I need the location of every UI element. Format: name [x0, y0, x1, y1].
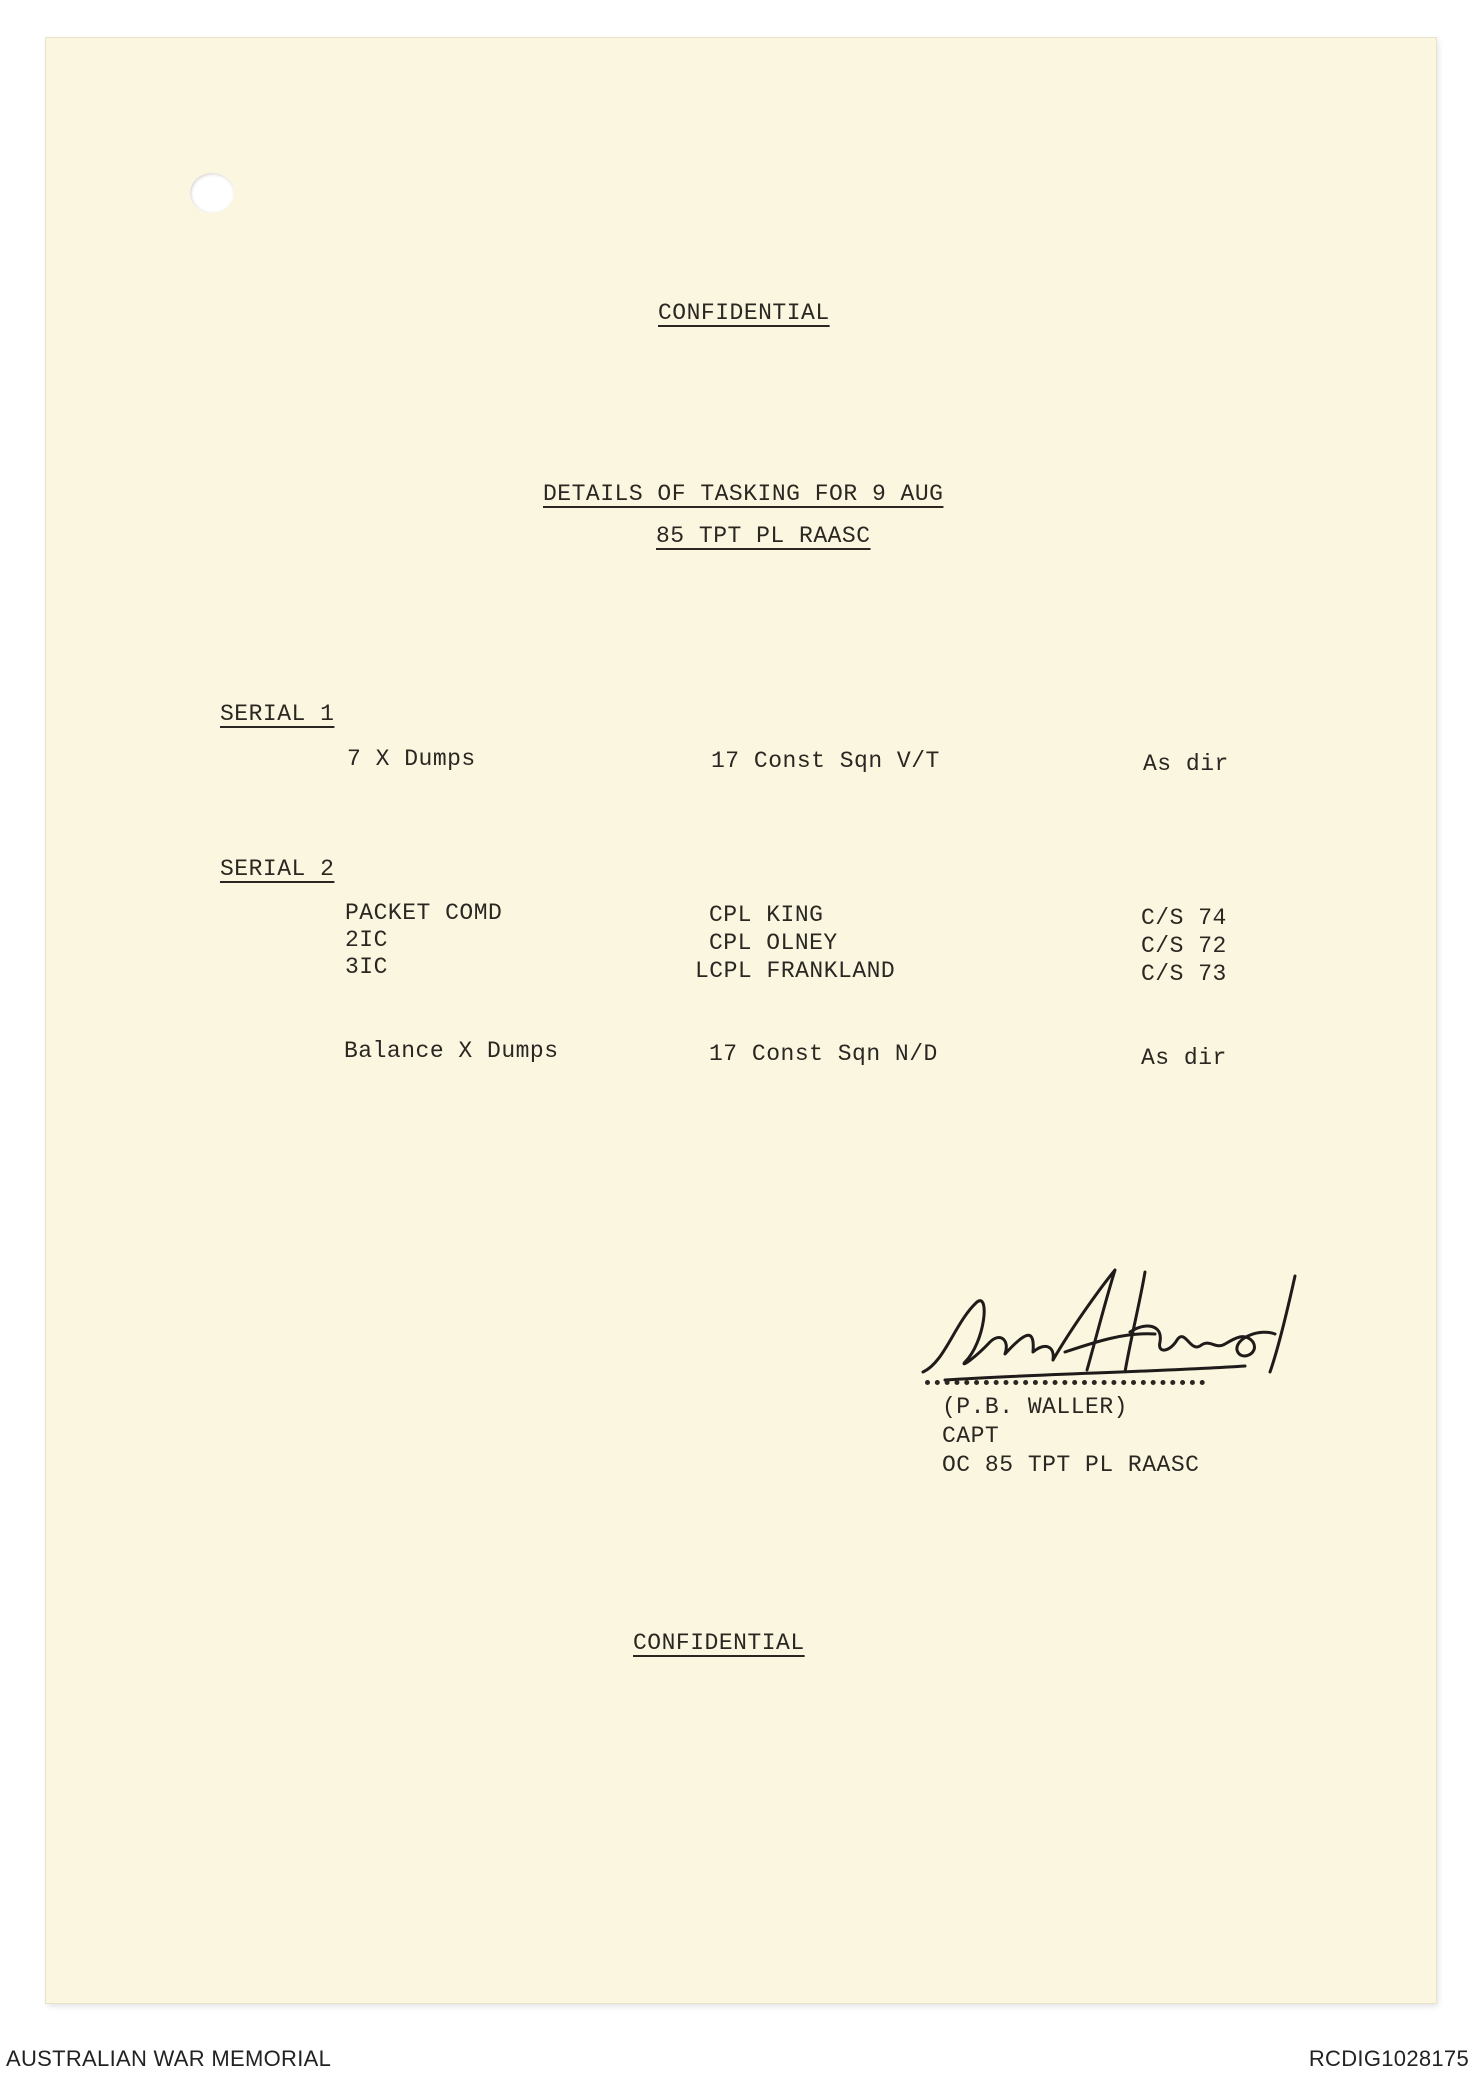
serial-2-callsign: C/S 74	[1141, 905, 1227, 931]
serial-1-unit: 17 Const Sqn V/T	[711, 748, 940, 774]
serial-2-name: CPL OLNEY	[709, 930, 838, 956]
signatory-name: (P.B. WALLER)	[942, 1394, 1128, 1420]
archive-reference: RCDIG1028175	[1308, 2046, 1469, 2071]
classification-footer: CONFIDENTIAL	[633, 1630, 805, 1656]
balance-item: Balance X Dumps	[344, 1038, 559, 1064]
serial-2-role: 2IC	[345, 927, 388, 953]
signatory-appointment: OC 85 TPT PL RAASC	[942, 1452, 1200, 1478]
serial-2-role: 3IC	[345, 954, 388, 980]
document-page	[46, 38, 1436, 2003]
serial-2-callsign: C/S 73	[1141, 961, 1227, 987]
serial-2-heading: SERIAL 2	[220, 856, 335, 882]
serial-2-name: LCPL FRANKLAND	[695, 958, 896, 984]
document-title: DETAILS OF TASKING FOR 9 AUG	[543, 481, 944, 507]
serial-2-name: CPL KING	[709, 902, 824, 928]
classification-header: CONFIDENTIAL	[658, 300, 830, 326]
document-subtitle: 85 TPT PL RAASC	[656, 523, 871, 549]
signatory-rank: CAPT	[942, 1423, 1000, 1449]
punch-hole	[190, 173, 234, 213]
serial-1-heading: SERIAL 1	[220, 701, 335, 727]
serial-2-role: PACKET COMD	[345, 900, 503, 926]
serial-1-note: As dir	[1143, 751, 1229, 777]
balance-note: As dir	[1141, 1045, 1227, 1071]
signature-dotted-line	[925, 1372, 1205, 1385]
serial-1-item: 7 X Dumps	[347, 746, 476, 772]
balance-unit: 17 Const Sqn N/D	[709, 1041, 938, 1067]
archive-label: AUSTRALIAN WAR MEMORIAL	[6, 2046, 332, 2071]
serial-2-callsign: C/S 72	[1141, 933, 1227, 959]
